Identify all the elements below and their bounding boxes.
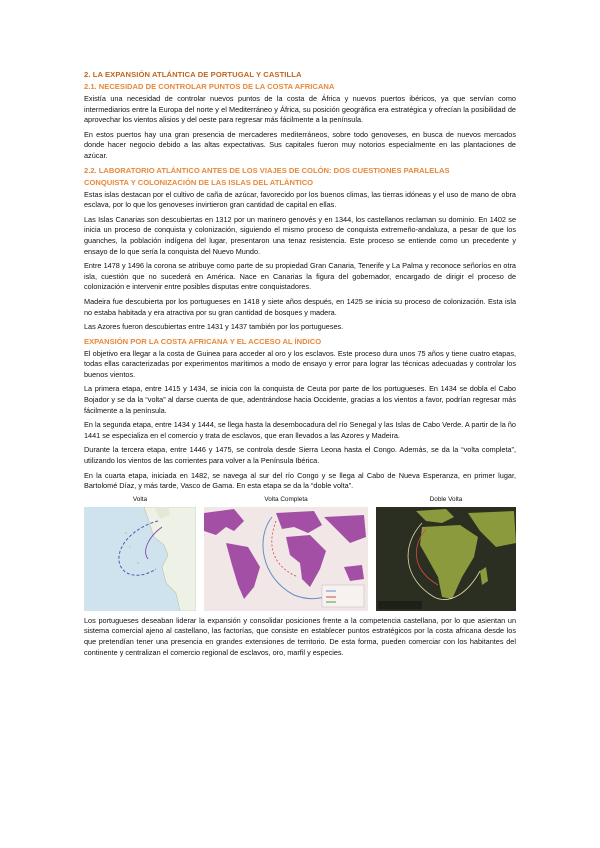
paragraph: El objetivo era llegar a la costa de Guinea para acceder al oro y los esclavos. Este proceso dura unos 75 años y tiene cuatro etapas, todas ellas caracterizadas por experimentos marítimos a modo de ensayo y error para lograr las técnicas adecuadas y controlar los buenos vientos. [84, 348, 516, 379]
map-caption: Volta Completa [264, 495, 308, 503]
map-caption: Doble Volta [429, 495, 463, 503]
volta-completa-map-image [204, 507, 368, 611]
paragraph: Los portugueses deseaban liderar la expansión y consolidar posiciones frente a la competencia castellana, por lo que asientan un sistema comercial ajeno al castellano, las factorías, que consiste en establecer puntos estratégicos por la costa africana desde los que pretendían tener una presencia en grandes extensiones de territorio. De esta forma, pueden comerciar con los habitantes del continente y centralizan el comercio regional de esclavos, oro, marfil y especies. [84, 615, 516, 657]
subsection-title-2-1: 2.1. NECESIDAD DE CONTROLAR PUNTOS DE LA COSTA AFRICANA [84, 82, 335, 91]
paragraph: En estos puertos hay una gran presencia de mercaderes mediterráneos, sobre todo genoveses, en busca de nuevos mercados donde hacer negocio debido a las altas expectativas. Sus capitales fueron muy notorios especialmente en las plantaciones de azúcar. [84, 129, 516, 160]
paragraph: La primera etapa, entre 1415 y 1434, se inicia con la conquista de Ceuta por parte de los portugueses. En 1434 se dobla el Cabo Bojador y se da la “volta” al darse cuenta de que, adentrándose hacia Occidente, gracias a los vientos a favor, podrían regresar más fácilmente a la península. [84, 384, 516, 415]
map-doble-volta [376, 496, 516, 611]
paragraph: Las Azores fueron descubiertas entre 1431 y 1437 también por los portugueses. [84, 322, 344, 332]
paragraph: Entre 1478 y 1496 la corona se atribuye como parte de su propiedad Gran Canaria, Tenerife y La Palma y reconoce señoríos en otra isla, cuestión que no sucederá en América. Nace en Canarias la figura del gobernador, encargado de dirigir el proceso de colonización e intervenir entre posibles disputas entre conquistadores. [84, 261, 516, 292]
paragraph: Estas islas destacan por el cultivo de caña de azúcar, favorecido por los buenos climas, las tierras idóneas y el uso de mano de obra esclava, por lo que los genoveses invirtieron gran cantidad de capital en ellas. [84, 189, 516, 210]
subsection-title-2-2: 2.2. LABORATORIO ATLÁNTICO ANTES DE LOS VIAJES DE COLÓN: DOS CUESTIONES PARALELAS [84, 165, 450, 175]
subheading-islas: CONQUISTA Y COLONIZACIÓN DE LAS ISLAS DEL ATLÁNTICO [84, 177, 314, 187]
paragraph: Durante la tercera etapa, entre 1446 y 1475, se controla desde Sierra Leona hasta el Congo. Además, se da la “volta completa”, utilizando los vientos de las corrientes para volver a la Península Ibérica. [84, 445, 516, 466]
doble-volta-map-image [376, 507, 516, 611]
document-page [84, 70, 516, 662]
map-volta [84, 496, 196, 611]
subheading-costa-africana: EXPANSIÓN POR LA COSTA AFRICANA Y EL ACCESO AL ÍNDICO [84, 336, 322, 346]
volta-map-image [84, 507, 196, 611]
map-volta-completa [204, 496, 368, 611]
maps-row [84, 496, 516, 611]
paragraph: Las Islas Canarias son descubiertas en 1312 por un marinero genovés y en 1344, los castellanos reclaman su dominio. En 1402 se inicia un proceso de conquista y colonización, siguiendo el mismo proceso de conquista extremeño-andaluza, a pesar de que los guanches, la población indígena del lugar, presentaron una tenaz resistencia. Este proceso se entiende como un precedente y ensayo de lo que sería la conquista del Nuevo Mundo. [84, 214, 516, 256]
paragraph: Existía una necesidad de controlar nuevos puntos de la costa de África y nuevos puertos ibéricos, ya que servían como intermediarios entre la Europa del norte y el Mediterráneo y África, su posición geográfica era estratégica y ofrecían la posibilidad de aprovechar los vientos alisios y del oeste para regresar más fácilmente a la península. [84, 94, 516, 125]
paragraph: Madeira fue descubierta por los portugueses en 1418 y siete años después, en 1425 se inicia su proceso de colonización. Esta isla no estaba habitada y era atractiva por su gran cantidad de bosques y madera. [84, 296, 516, 317]
map-caption: Volta [132, 495, 148, 503]
paragraph: En la cuarta etapa, iniciada en 1482, se navega al sur del río Congo y se llega al Cabo de Nueva Esperanza, en primer lugar, Bartolomé Díaz, y más tarde, Vasco de Gama. En esta etapa se da la “doble volta”. [84, 470, 516, 491]
paragraph: En la segunda etapa, entre 1434 y 1444, se llega hasta la desembocadura del río Senegal y las Islas de Cabo Verde. A partir de la ño 1441 se especializa en el comercio y trata de esclavos, que eran llevados a las Azores y Madeira. [84, 420, 516, 440]
section-title: 2. LA EXPANSIÓN ATLÁNTICA DE PORTUGAL Y CASTILLA [84, 70, 302, 79]
